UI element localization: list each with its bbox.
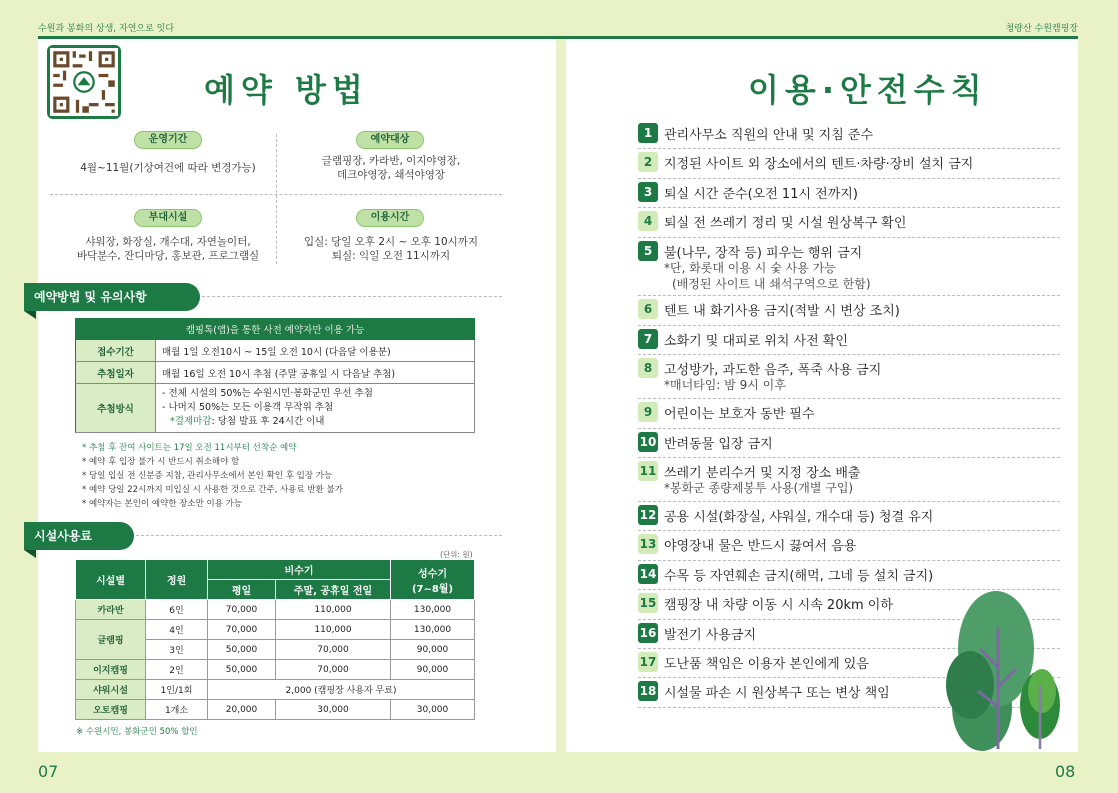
fee-cell-merged: 2,000 (캠핑장 사용자 무료) [208,680,475,700]
fee-cell: 2인 [146,660,208,680]
rule-item [638,561,1060,590]
rule-item [638,120,1060,149]
left-page [34,39,556,752]
fee-row-name: 글램핑 [76,620,146,660]
th-peak-line1: 성수기 [418,568,447,580]
fee-cell: 90,000 [391,640,475,660]
rule-number: 6 [638,299,658,319]
qr-code[interactable] [47,45,121,119]
rule-number: 4 [638,211,658,231]
draw-method-line1: - 전체 시설의 50%는 수원시민·봉화군민 우선 추첨 [162,388,373,399]
rule-number: 10 [638,432,658,452]
rule-text: 공용 시설(화장실, 샤워실, 개수대 등) 청결 유지 [664,510,934,525]
fee-cell: 70,000 [208,600,276,620]
notes-list [82,441,343,511]
rule-text: 반려동물 입장 금지 [664,436,773,452]
section-title-fees: 시설사용료 [24,522,134,550]
th-weekend: 주말, 공휴일 전일 [276,580,391,600]
rule-text: 텐트 내 화기사용 금지(적발 시 변상 조치) [664,304,900,320]
rule-text: 지정된 사이트 외 장소에서의 텐트·차량·장비 설치 금지 [664,157,974,173]
fee-row-name: 카라반 [76,600,146,620]
rule-number: 12 [638,505,658,525]
amenities-line2: 바닥분수, 잔디마당, 홍보관, 프로그램실 [76,250,260,262]
fee-cell: 130,000 [391,600,475,620]
discount-note: ※ 수원시민, 봉화군민 50% 할인 [76,727,198,737]
label-usage-time: 이용시간 [356,209,424,227]
rule-item [638,238,1060,297]
fee-cell: 20,000 [208,700,276,720]
rule-item [638,502,1060,531]
reservation-target-line1: 글램핑장, 카라반, 이지야영장, [321,155,461,167]
rule-number: 16 [638,623,658,643]
rule-item [638,458,1060,502]
page-title-safety-rules: 이용·안전수칙 [748,71,988,109]
draw-method-line2: - 나머지 50%는 모든 이용객 무작위 추첨 [162,402,334,413]
th-peak-line2: (7~8월) [411,583,454,595]
amenities-line1: 샤워장, 화장실, 개수대, 자연놀이터, [85,236,251,248]
th-facility: 시설별 [76,560,146,600]
rule-text: 캠핑장 내 차량 이동 시 시속 20km 이하 [664,598,893,614]
rule-item [638,326,1060,355]
fee-cell: 90,000 [391,660,475,680]
usage-time-text [278,235,504,263]
rule-text: 불(나무, 장작 등) 피우는 행위 금지 [664,245,863,261]
row-value-draw-method [156,384,475,433]
draw-method-line3 [162,415,468,429]
rule-number: 9 [638,402,658,422]
reservation-table [75,318,475,433]
fee-cell: 30,000 [391,700,475,720]
usage-time-line2: 퇴실: 익일 오전 11시까지 [331,250,451,262]
label-amenities: 부대시설 [134,209,202,227]
label-operation-period: 운영기간 [134,131,202,149]
fee-row-name: 오토캠핑 [76,700,146,720]
fee-row-name: 샤워시설 [76,680,146,700]
rule-text: 고성방가, 과도한 음주, 폭죽 사용 금지 [664,363,882,379]
fee-cell: 50,000 [208,660,276,680]
reservation-table-caption: 캠핑톡(앱)을 통한 사전 예약자만 이용 가능 [76,319,475,340]
fee-cell: 110,000 [276,600,391,620]
row-header-draw-method: 추첨방식 [76,384,156,433]
divider-dashed [202,296,502,297]
header-bar [38,16,1078,36]
page-title-reservation: 예약 방법 [204,71,369,109]
fee-cell: 130,000 [391,620,475,640]
fee-cell: 70,000 [208,620,276,640]
rule-number: 13 [638,534,658,554]
page-number-left: 07 [38,762,59,781]
tree-illustration [930,587,1060,761]
note-item: * 당일 입실 전 신분증 지참, 관리사무소에서 본인 확인 후 입장 가능 [82,471,333,481]
rule-text: 소화기 및 대피로 위치 사전 확인 [664,333,848,349]
rule-text: 관리사무소 직원의 안내 및 지침 준수 [664,128,874,143]
page-number-right: 08 [1055,762,1076,781]
rule-text: 시설물 파손 시 원상복구 또는 변상 책임 [664,686,890,702]
rule-item [638,429,1060,458]
rule-text: 도난품 책임은 이용자 본인에게 있음 [664,657,869,672]
reservation-target-text [278,154,504,182]
row-header-draw-date: 추첨일자 [76,362,156,384]
usage-time-line1: 입실: 당일 오후 2시 ~ 오후 10시까지 [303,236,479,248]
rule-text: 수목 등 자연훼손 금지(해먹, 그네 등 설치 금지) [664,568,934,584]
fee-cell: 1개소 [146,700,208,720]
rule-number: 11 [638,461,658,481]
payment-deadline-label: *결제마감 [170,416,212,427]
rule-item [638,149,1060,178]
row-header-period: 접수기간 [76,340,156,362]
rule-number: 1 [638,123,658,143]
fee-cell: 110,000 [276,620,391,640]
rule-number: 14 [638,564,658,584]
th-weekday: 평일 [208,580,276,600]
row-value-draw-date: 매월 16일 오전 10시 추첨 (주말 공휴일 시 다음날 추첨) [156,362,475,384]
rule-item [638,179,1060,208]
rule-item [638,296,1060,325]
rule-item [638,531,1060,560]
fee-table [75,559,475,720]
th-offseason: 비수기 [208,560,391,580]
reservation-target-line2: 데크야영장, 쇄석야영장 [336,169,446,181]
rule-number: 17 [638,652,658,672]
rule-number: 5 [638,241,658,261]
th-peak [391,560,475,600]
divider-dashed [136,535,502,536]
note-item: * 예약 후 입장 불가 시 반드시 취소해야 함 [82,457,240,467]
rule-number: 18 [638,681,658,701]
section-title-reservation-method: 예약방법 및 유의사항 [24,283,200,311]
note-item: * 추첨 후 잔여 사이트는 17일 오전 11시부터 선착순 예약 [82,443,297,453]
note-item: * 예약 당일 22시까지 미입실 시 사용한 것으로 간주, 사용료 반환 불가 [82,485,343,495]
operation-period-text: 4월~11월(기상여건에 따라 변경가능) [80,162,256,174]
payment-deadline-text: : 당첨 발표 후 24시간 이내 [211,416,325,427]
fee-cell: 50,000 [208,640,276,660]
rule-item [638,355,1060,399]
note-item: * 예약자는 본인이 예약한 장소만 이용 가능 [82,499,243,509]
fee-cell: 4인 [146,620,208,640]
rule-number: 3 [638,182,658,202]
fee-cell: 70,000 [276,640,391,660]
amenities-text [50,235,286,263]
qr-code-icon [50,48,118,116]
header-left-text: 수원과 봉화의 상생, 자연으로 잇다 [38,24,175,34]
rule-number: 7 [638,329,658,349]
rule-number: 15 [638,593,658,613]
rule-subtext: (배정된 사이트 내 쇄석구역으로 한함) [672,276,871,291]
rule-number: 2 [638,152,658,172]
rule-text: 퇴실 전 쓰레기 정리 및 시설 원상복구 확인 [664,216,907,232]
fee-cell: 1인/1회 [146,680,208,700]
rule-subtext: *봉화군 종량제봉투 사용(개별 구입) [664,481,854,495]
rule-text: 야영장내 물은 반드시 끓여서 음용 [664,539,857,555]
fee-cell: 3인 [146,640,208,660]
header-right-text: 청량산 수원캠핑장 [1005,24,1078,34]
fee-cell: 70,000 [276,660,391,680]
unit-label: (단위: 원) [440,550,473,559]
rule-text: 쓰레기 분리수거 및 지정 장소 배출 [664,466,861,481]
ribbon-tail [24,550,36,558]
fee-cell: 6인 [146,600,208,620]
right-page [566,39,1078,752]
label-reservation-target: 예약대상 [356,131,424,149]
rule-item [638,208,1060,237]
rule-text: 퇴실 시간 준수(오전 11시 전까지) [664,186,858,202]
rule-number: 8 [638,358,658,378]
th-capacity: 정원 [146,560,208,600]
row-value-period: 매월 1일 오전10시 ~ 15일 오전 10시 (다음달 이용분) [156,340,475,362]
fee-row-name: 이지캠핑 [76,660,146,680]
ribbon-tail [24,311,36,319]
fee-cell: 30,000 [276,700,391,720]
rule-subtext: *단, 화롯대 이용 시 숯 사용 가능 [664,260,836,275]
rule-subtext: *매너타임: 밤 9시 이후 [664,378,786,393]
rule-text: 어린이는 보호자 동반 필수 [664,407,815,423]
rule-item [638,399,1060,428]
rule-text: 발전기 사용금지 [664,627,757,643]
